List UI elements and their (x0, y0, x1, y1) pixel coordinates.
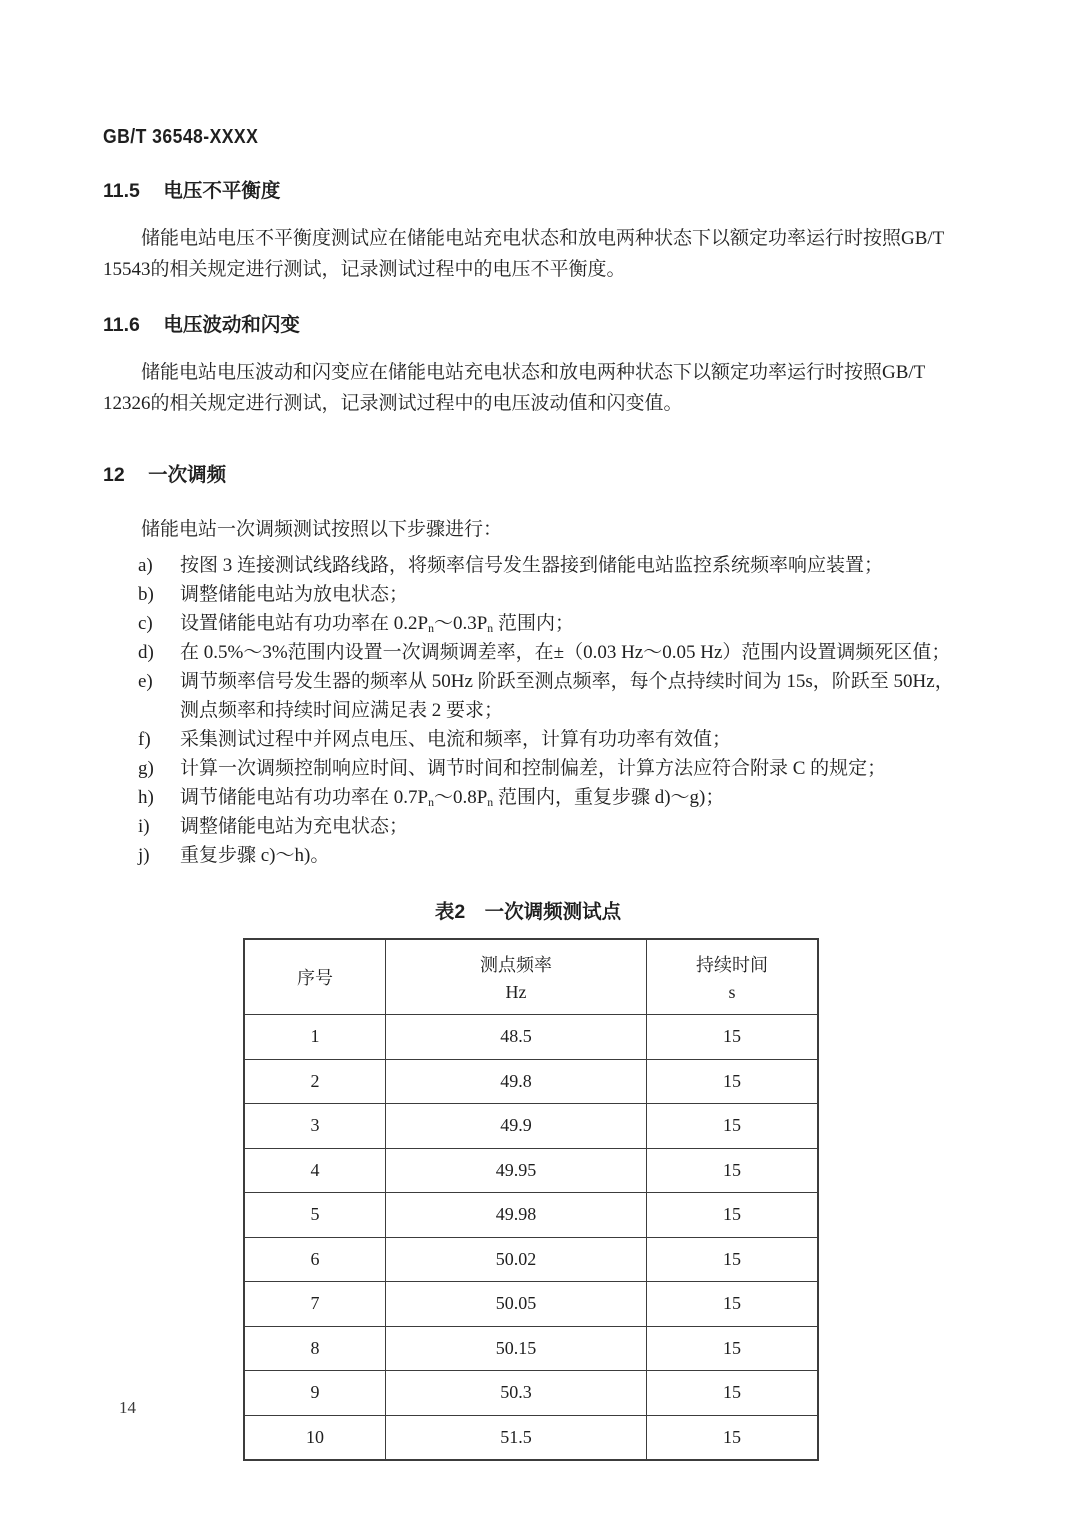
column-header-duration (647, 939, 819, 1015)
cell-duration: 15 (647, 1104, 819, 1149)
cell-frequency: 49.95 (386, 1148, 647, 1193)
column-name: 测点频率 (480, 954, 552, 975)
cell-frequency: 49.98 (386, 1193, 647, 1238)
step-text: 设置储能电站有功功率在 $0.2P_n\sim 0.3P_n$ 范围内； (180, 613, 574, 635)
cell-seq: 6 (244, 1237, 386, 1282)
list-item (138, 841, 968, 870)
step-text: 调整储能电站为充电状态； (180, 816, 409, 837)
page-number: 14 (119, 1398, 136, 1417)
step-label: a) (138, 555, 153, 576)
cell-frequency: 50.05 (386, 1282, 647, 1327)
cell-frequency: 48.5 (386, 1015, 647, 1060)
table-row (244, 1015, 818, 1060)
step-label: f) (138, 729, 151, 750)
table-row (244, 1148, 818, 1193)
list-item (138, 667, 968, 725)
section-heading-11-6 (103, 313, 968, 337)
section-11-6-paragraph: 储能电站电压波动和闪变应在储能电站充电状态和放电两种状态下以额定功率运行时按照GB/T 12326的相关规定进行测试，记录测试过程中的电压波动值和闪变值。 (103, 362, 926, 414)
table-header (244, 939, 818, 1015)
cell-seq: 8 (244, 1326, 386, 1371)
section-title: 电压不平衡度 (163, 180, 281, 202)
column-header-frequency (386, 939, 647, 1015)
cell-seq: 10 (244, 1415, 386, 1460)
cell-seq: 2 (244, 1059, 386, 1104)
cell-frequency: 50.02 (386, 1237, 647, 1282)
section-12-intro: 储能电站一次调频测试按照以下步骤进行： (141, 519, 503, 540)
step-text: 调整储能电站为放电状态； (180, 584, 409, 605)
step-text: 计算一次调频控制响应时间、调节时间和控制偏差，计算方法应符合附录 C 的规定； (180, 758, 887, 779)
section-number: 12 (103, 464, 125, 486)
table-row (244, 1326, 818, 1371)
step-text: 调节储能电站有功功率在 $0.7P_n\sim 0.8P_n$ 范围内，重复步骤 d)～g)； (180, 787, 725, 809)
cell-frequency: 50.15 (386, 1326, 647, 1371)
step-label: i) (138, 816, 150, 837)
cell-seq: 3 (244, 1104, 386, 1149)
cell-duration: 15 (647, 1015, 819, 1060)
step-label: j) (138, 845, 150, 866)
table-row (244, 1371, 818, 1416)
column-name: 持续时间 (696, 954, 768, 975)
step-label: d) (138, 642, 154, 663)
cell-seq: 9 (244, 1371, 386, 1416)
procedure-step-list (138, 551, 968, 870)
cell-seq: 1 (244, 1015, 386, 1060)
column-unit: Hz (505, 982, 527, 1003)
step-text: 按图 3 连接测试线路线路，将频率信号发生器接到储能电站监控系统频率响应装置； (180, 555, 884, 576)
section-title: 电压波动和闪变 (163, 314, 300, 336)
cell-duration: 15 (647, 1193, 819, 1238)
step-text: 重复步骤 c)～h)。 (180, 845, 330, 866)
list-item (138, 725, 968, 754)
table-row (244, 1104, 818, 1149)
step-label: h) (138, 787, 154, 808)
list-item (138, 754, 968, 783)
table-row (244, 1415, 818, 1460)
table-row (244, 1059, 818, 1104)
cell-frequency: 49.8 (386, 1059, 647, 1104)
step-text: 采集测试过程中并网点电压、电流和频率，计算有功功率有效值； (180, 729, 732, 750)
list-item (138, 580, 968, 609)
section-title: 一次调频 (148, 464, 227, 486)
cell-seq: 7 (244, 1282, 386, 1327)
cell-frequency: 49.9 (386, 1104, 647, 1149)
cell-duration: 15 (647, 1237, 819, 1282)
step-label: g) (138, 758, 154, 779)
list-item (138, 551, 968, 580)
table-row (244, 1237, 818, 1282)
cell-duration: 15 (647, 1059, 819, 1104)
cell-duration: 15 (647, 1148, 819, 1193)
list-item (138, 609, 968, 638)
column-name: 序号 (297, 968, 333, 988)
table-body (244, 1015, 818, 1461)
column-header-seq (244, 939, 386, 1015)
section-heading-11-5 (103, 179, 968, 203)
cell-frequency: 51.5 (386, 1415, 647, 1460)
cell-seq: 5 (244, 1193, 386, 1238)
table-row (244, 1193, 818, 1238)
table-header-row (244, 939, 818, 1015)
section-number: 11.6 (103, 314, 140, 336)
section-heading-12 (103, 463, 968, 487)
table-2-caption: 表2 一次调频测试点 (434, 901, 622, 923)
cell-duration: 15 (647, 1415, 819, 1460)
list-item (138, 783, 968, 812)
step-label: b) (138, 584, 154, 605)
cell-duration: 15 (647, 1326, 819, 1371)
column-unit: s (728, 982, 736, 1003)
cell-frequency: 50.3 (386, 1371, 647, 1416)
step-text: 调节频率信号发生器的频率从 50Hz 阶跃至测点频率，每个点持续时间为 15s，阶跃至 50Hz， 测点频率和持续时间应满足表 2 要求； (180, 671, 954, 721)
cell-seq: 4 (244, 1148, 386, 1193)
cell-duration: 15 (647, 1371, 819, 1416)
table-2-frequency-test-points (243, 938, 819, 1461)
step-label: c) (138, 613, 153, 634)
section-11-5-paragraph: 储能电站电压不平衡度测试应在储能电站充电状态和放电两种状态下以额定功率运行时按照GB/T 15543的相关规定进行测试，记录测试过程中的电压不平衡度。 (103, 228, 945, 280)
step-label: e) (138, 671, 153, 692)
standard-number-header: GB/T 36548-XXXX (103, 126, 259, 148)
list-item (138, 812, 968, 841)
table-row (244, 1282, 818, 1327)
list-item (138, 638, 968, 667)
cell-duration: 15 (647, 1282, 819, 1327)
section-number: 11.5 (103, 180, 140, 202)
step-text: 在 0.5%～3%范围内设置一次调频调差率，在±（0.03 Hz～0.05 Hz）范围内设置调频死区值； (180, 642, 951, 663)
